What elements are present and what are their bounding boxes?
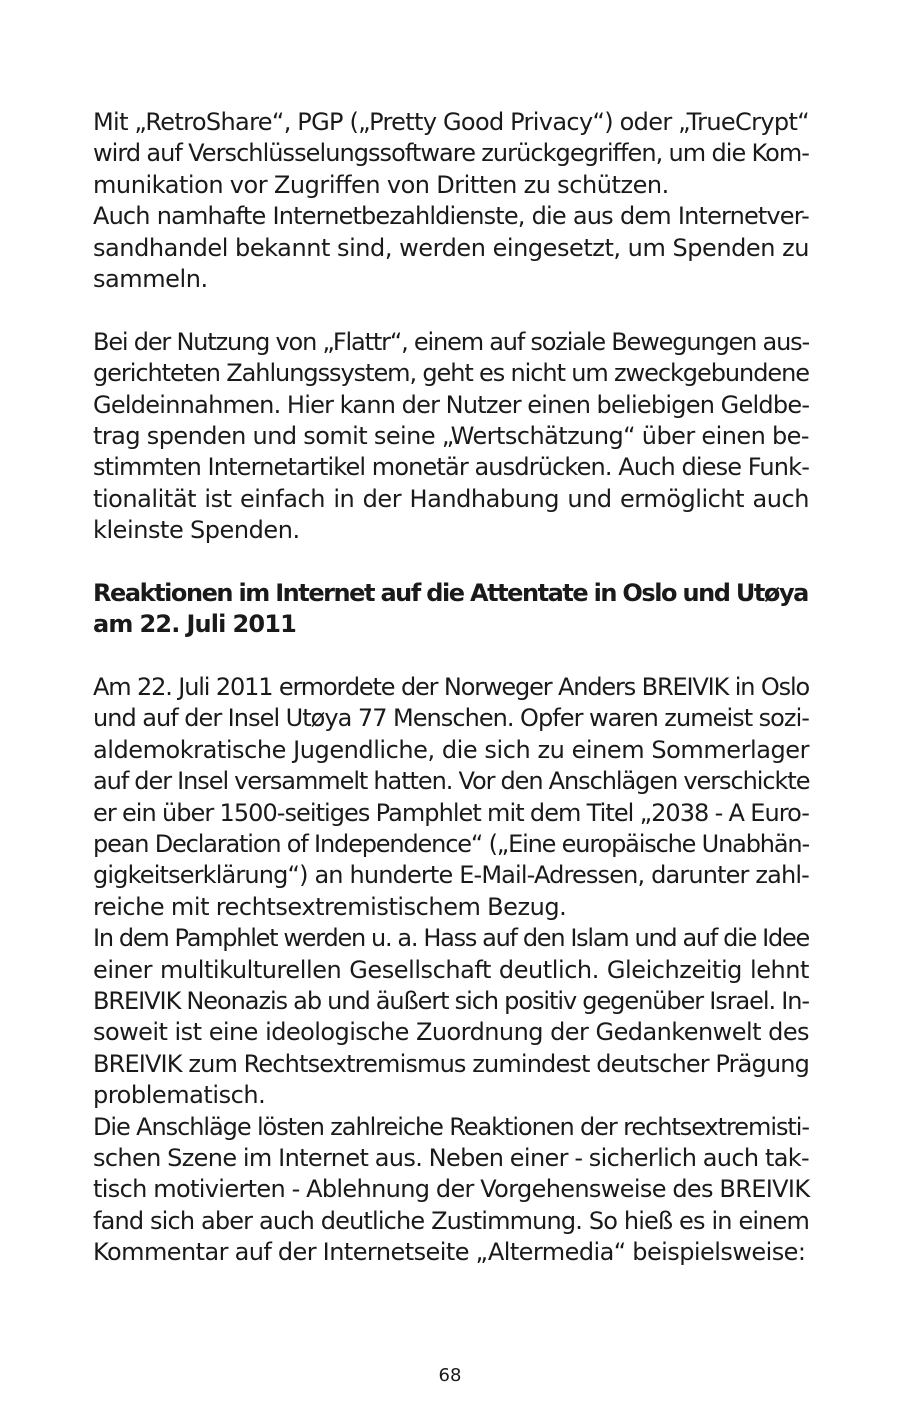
text-line: gerichteten Zahlungssystem, geht es nicht um zweckgebundene: [93, 359, 809, 388]
text-line: gigkeitserklärung“) an hunderte E-Mail-Adressen, darunter zahl-: [93, 861, 809, 890]
text-line: fand sich aber auch deutliche Zustimmung. So hieß es in einem: [93, 1206, 809, 1235]
page-number: 68: [438, 1365, 462, 1386]
paragraph-flattr: [93, 327, 809, 547]
text-line: Die Anschläge lösten zahlreiche Reaktionen der rechtsextremisti-: [93, 1112, 809, 1141]
paragraph-attacks: [93, 672, 809, 923]
paragraph-spacer: [93, 546, 809, 577]
text-line: wird auf Verschlüsselungssoftware zurückgegriffen, um die Kom-: [93, 139, 809, 168]
text-line: und auf der Insel Utøya 77 Menschen. Opfer waren zumeist sozi-: [93, 704, 809, 733]
text-line: BREIVIK zum Rechtsextremismus zumindest deutscher Prägung: [93, 1049, 809, 1078]
page-body: [93, 107, 809, 1268]
text-line: tisch motivierten - Ablehnung der Vorgehensweise des BREIVIK: [93, 1175, 810, 1204]
text-line: reiche mit rechtsextremistischem Bezug.: [93, 892, 567, 921]
text-line: tionalität ist einfach in der Handhabung und ermöglicht auch: [93, 484, 809, 513]
paragraph-spacer: [93, 641, 809, 672]
text-line: auf der Insel versammelt hatten. Vor den Anschlägen verschickte: [93, 767, 810, 796]
text-line: stimmten Internetartikel monetär ausdrücken. Auch diese Funk-: [93, 453, 809, 482]
text-line: sammeln.: [93, 264, 208, 293]
text-line: sandhandel bekannt sind, werden eingesetzt, um Spenden zu: [93, 233, 809, 262]
text-line: einer multikulturellen Gesellschaft deutlich. Gleichzeitig lehnt: [93, 955, 809, 984]
text-line: schen Szene im Internet aus. Neben einer - sicherlich auch tak-: [93, 1143, 810, 1172]
text-line: kleinste Spenden.: [93, 516, 300, 545]
text-line: Auch namhafte Internetbezahldienste, die aus dem Internetver-: [93, 202, 809, 231]
text-line: BREIVIK Neonazis ab und äußert sich positiv gegenüber Israel. In-: [93, 986, 809, 1015]
paragraph-spacer: [93, 295, 809, 326]
paragraph-payment-services: [93, 201, 809, 295]
text-line: soweit ist eine ideologische Zuordnung der Gedankenwelt des: [93, 1018, 809, 1047]
text-line: Geldeinnahmen. Hier kann der Nutzer einen beliebigen Geldbe-: [93, 390, 810, 419]
paragraph-reactions: [93, 1112, 809, 1269]
text-line: munikation vor Zugriffen von Dritten zu schützen.: [93, 170, 669, 199]
heading-line: am 22. Juli 2011: [93, 610, 296, 639]
text-line: Kommentar auf der Internetseite „Altermedia“ beispielsweise:: [93, 1238, 806, 1267]
paragraph-pamphlet: [93, 923, 809, 1111]
heading-line: Reaktionen im Internet auf die Attentate in Oslo und Utøya: [93, 578, 808, 607]
paragraph-encryption-software: [93, 107, 809, 201]
text-line: trag spenden und somit seine „Wertschätzung“ über einen be-: [93, 421, 809, 450]
text-line: pean Declaration of Independence“ („Eine europäische Unabhän-: [93, 829, 809, 858]
text-line: In dem Pamphlet werden u. a. Hass auf den Islam und auf die Idee: [93, 924, 809, 953]
text-line: er ein über 1500-seitiges Pamphlet mit dem Titel „2038 - A Euro-: [93, 798, 809, 827]
text-line: Am 22. Juli 2011 ermordete der Norweger Anders BREIVIK in Oslo: [93, 673, 809, 702]
text-line: problematisch.: [93, 1081, 266, 1110]
text-line: aldemokratische Jugendliche, die sich zu einem Sommerlager: [93, 735, 809, 764]
text-line: Mit „RetroShare“, PGP („Pretty Good Privacy“) oder „TrueCrypt“: [93, 108, 809, 136]
section-heading: [93, 578, 809, 641]
text-line: Bei der Nutzung von „Flattr“, einem auf soziale Bewegungen aus-: [93, 327, 809, 356]
